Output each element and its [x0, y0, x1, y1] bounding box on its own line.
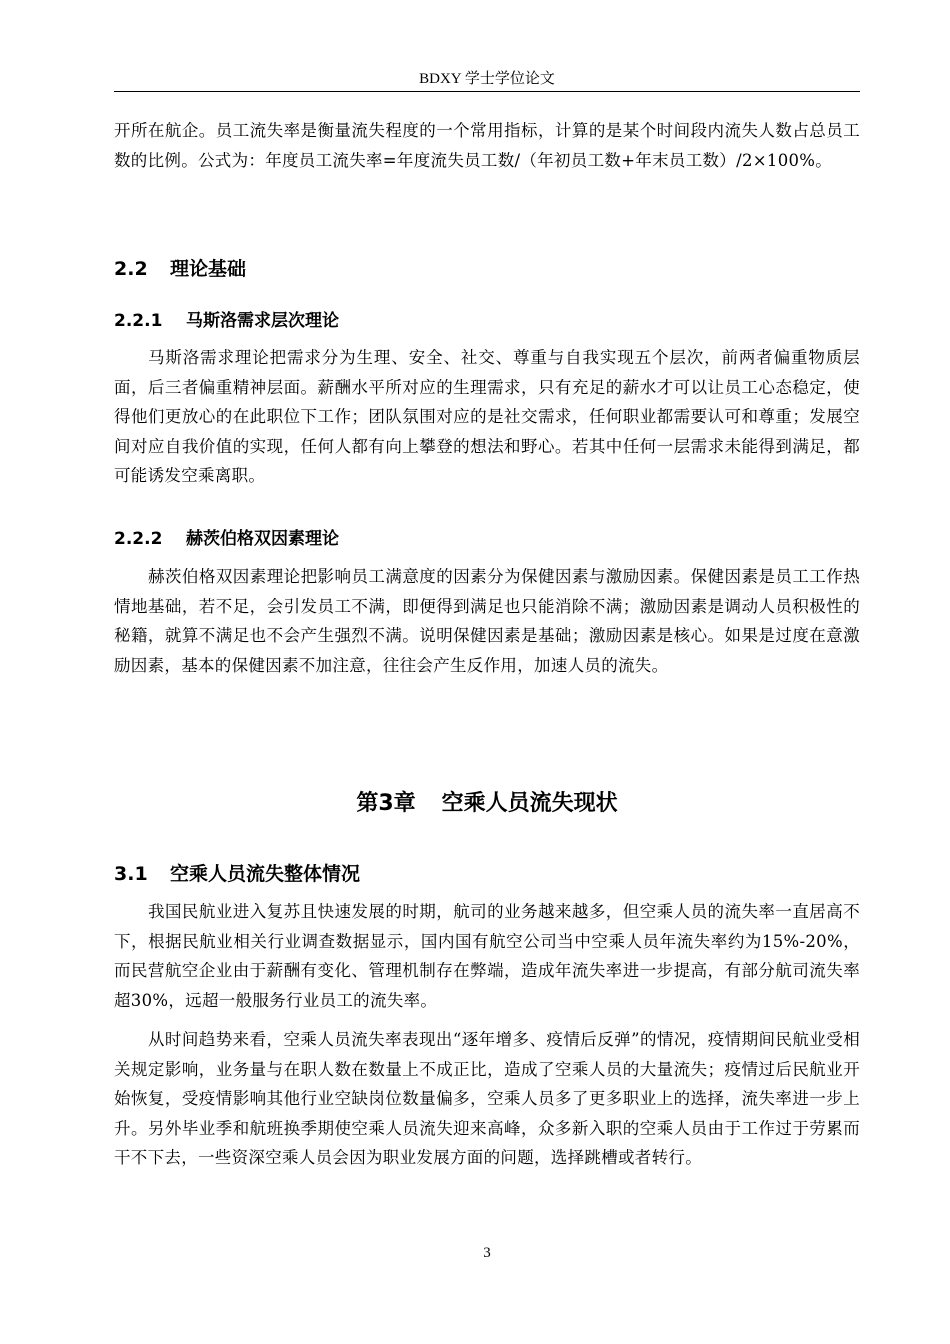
section-number: 2.2 [114, 258, 148, 280]
section-heading-3-1 [114, 859, 360, 886]
subsection-title: 马斯洛需求层次理论 [186, 311, 339, 331]
section-number: 3.1 [114, 863, 148, 885]
subsection-heading-2-2-1 [114, 306, 339, 331]
section-heading-2-2 [114, 254, 246, 281]
subsection-title: 赫茨伯格双因素理论 [186, 529, 339, 549]
paragraph-3-1-a: 我国民航业进入复苏且快速发展的时期，航司的业务越来越多，但空乘人员的流失率一直居高不下，根据民航业相关行业调查数据显示，国内国有航空公司当中空乘人员年流失率约为15%-20%，而民营航空企业由于薪酬有变化、管理机制存在弊端，造成年流失率进一步提高，有部分航司流失率超30%，远超一般服务行业员工的流失率。 [114, 902, 860, 1010]
section-title: 空乘人员流失整体情况 [170, 863, 361, 885]
chapter-title: 空乘人员流失现状 [441, 791, 618, 816]
paragraph-herzberg: 赫茨伯格双因素理论把影响员工满意度的因素分为保健因素与激励因素。保健因素是员工工作热情地基础，若不足，会引发员工不满，即便得到满足也只能消除不满；激励因素是调动人员积极性的秘籍，就算不满足也不会产生强烈不满。说明保健因素是基础；激励因素是核心。如果是过度在意激励因素，基本的保健因素不加注意，往往会产生反作用，加速人员的流失。 [114, 567, 860, 675]
header-rule [114, 91, 860, 92]
chapter-heading [114, 786, 860, 817]
paragraph-maslow: 马斯洛需求理论把需求分为生理、安全、社交、尊重与自我实现五个层次，前两者偏重物质层面，后三者偏重精神层面。薪酬水平所对应的生理需求，只有充足的薪水才可以让员工心态稳定，使得他们更放心的在此职位下工作；团队氛围对应的是社交需求，任何职业都需要认可和尊重；发展空间对应自我价值的实现，任何人都有向上攀登的想法和野心。若其中任何一层需求未能得到满足，都可能诱发空乘离职。 [114, 348, 860, 485]
chapter-number: 第3章 [356, 791, 416, 816]
subsection-heading-2-2-2 [114, 524, 339, 549]
intro-paragraph: 开所在航企。员工流失率是衡量流失程度的一个常用指标，计算的是某个时间段内流失人数占总员工数的比例。公式为：年度员工流失率=年度流失员工数/（年初员工数+年末员工数）/2×100%。 [114, 121, 860, 170]
subsection-number: 2.2.1 [114, 311, 163, 331]
section-title: 理论基础 [170, 258, 247, 280]
paragraph-3-1-b: 从时间趋势来看，空乘人员流失率表现出“逐年增多、疫情后反弹”的情况，疫情期间民航业受相关规定影响，业务量与在职人数在数量上不成正比，造成了空乘人员的大量流失；疫情过后民航业开始恢复，受疫情影响其他行业空缺岗位数量偏多，空乘人员多了更多职业上的选择，流失率进一步上升。另外毕业季和航班换季期使空乘人员流失迎来高峰，众多新入职的空乘人员由于工作过于劳累而干不下去，一些资深空乘人员会因为职业发展方面的问题，选择跳槽或者转行。 [114, 1030, 860, 1167]
page-number: 3 [483, 1245, 491, 1261]
subsection-number: 2.2.2 [114, 529, 163, 549]
page-header: BDXY 学士学位论文 [419, 71, 555, 87]
